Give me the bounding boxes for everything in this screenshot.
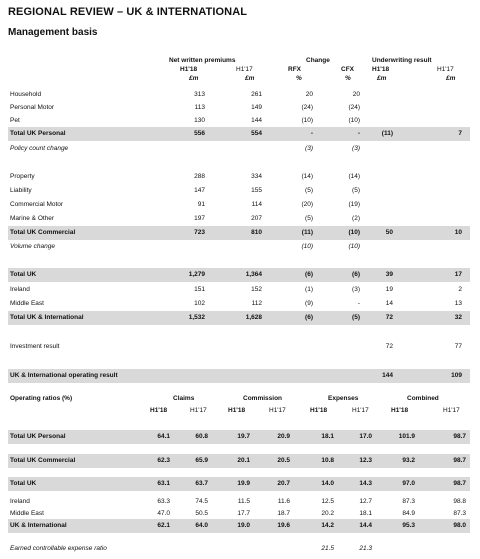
table-cell: (11) [301,229,313,236]
table-cell: 50 [385,229,393,236]
unit-label: % [296,75,302,82]
table-cell: 14 [385,300,393,307]
header-commission-h118: H1'18 [228,407,246,414]
row-label: Household [10,91,42,98]
header-claims: Claims [173,395,195,402]
table-cell: 60.8 [195,433,208,440]
table-cell: 63.7 [195,480,208,487]
table-cell: (24) [348,104,360,111]
row-label: Policy count change [10,145,69,152]
header-operating-ratios: Operating ratios (%) [10,395,73,402]
table-cell: 554 [251,130,262,137]
table-cell: (6) [352,271,360,278]
row-label: UK & International [10,522,67,529]
table-cell: 19.6 [277,522,290,529]
table-cell: (14) [301,173,313,180]
table-cell: 72 [385,343,393,350]
table-cell: 556 [194,130,205,137]
table-row [8,519,470,533]
header-combined-h117: H1'17 [443,407,460,414]
table-row [8,101,470,115]
table-row [8,454,470,468]
table-cell: (1) [305,286,313,293]
table-cell: (5) [352,314,360,321]
table-cell: (14) [348,173,360,180]
header-change: Change [306,57,330,64]
table-cell: 14.2 [321,522,334,529]
table-cell: 97.0 [402,480,415,487]
table-cell: 74.5 [195,498,208,505]
table-row [8,340,470,354]
unit-label: £m [377,75,387,82]
table-cell: 20.9 [277,433,290,440]
section-subtitle: Management basis [8,27,98,38]
table-cell: 1,628 [245,314,262,321]
table-cell: 93.2 [402,457,415,464]
table-cell: 32 [454,314,462,321]
table-cell: 98.7 [453,433,466,440]
table-row [8,369,470,383]
table-cell: 98.7 [453,457,466,464]
table-cell: (24) [301,104,313,111]
table-cell: 17 [454,271,462,278]
table-row [8,297,470,311]
table-cell: (10) [301,117,313,124]
table-row [8,430,470,444]
table-cell: 144 [382,372,393,379]
table-cell: (10) [301,243,313,250]
row-label: Liability [10,187,32,194]
table-cell: (2) [352,215,360,222]
table-row [8,170,470,184]
table-cell: 64.1 [157,433,170,440]
table-cell: (5) [305,215,313,222]
table-cell: 10 [454,229,462,236]
table-cell: 98.0 [453,522,466,529]
table-cell: 14.3 [359,480,372,487]
table-cell: - [310,130,313,137]
table-cell: 64.0 [195,522,208,529]
header-expenses-h117: H1'17 [352,407,369,414]
table-cell: 19.9 [237,480,250,487]
header-cfx: CFX [341,66,354,73]
row-label: Property [10,173,35,180]
table-cell: 288 [194,173,205,180]
table-cell: 95.3 [402,522,415,529]
table-cell: 19.7 [237,433,250,440]
header-uw-h117: H1'17 [437,66,454,73]
table-cell: 87.3 [402,498,415,505]
header-expenses: Expenses [328,395,359,402]
table-cell: 112 [251,300,262,307]
table-cell: 72 [385,314,393,321]
header-h117: H1'17 [236,66,253,73]
table-cell: 334 [251,173,262,180]
table-cell: (6) [305,314,313,321]
table-cell: 19 [385,286,393,293]
table-cell: 109 [451,372,462,379]
table-cell: (5) [305,187,313,194]
table-cell: 20.5 [277,457,290,464]
table-cell: 149 [251,104,262,111]
table-cell: 207 [251,215,262,222]
table-cell: 102 [194,300,205,307]
row-label: Ireland [10,498,30,505]
table-cell: 65.9 [195,457,208,464]
table-cell: 810 [251,229,262,236]
table-cell: 39 [385,271,393,278]
table-row [8,184,470,198]
row-label: Pet [10,117,20,124]
table-row [8,88,470,102]
table-cell: 18.1 [359,510,372,517]
table-cell: 261 [251,91,262,98]
table-cell: (10) [348,117,360,124]
table-cell: 14.0 [321,480,334,487]
unit-label: £m [189,75,199,82]
table-cell: 21.3 [359,545,372,552]
table-cell: 87.3 [453,510,466,517]
table-cell: 20 [305,91,313,98]
table-cell: (3) [352,145,360,152]
row-label: Total UK Personal [10,130,66,137]
table-cell: 313 [194,91,205,98]
header-commission: Commission [243,395,283,402]
table-cell: 17.0 [359,433,372,440]
row-label: UK & International operating result [10,372,118,379]
table-cell: 7 [458,130,462,137]
table-cell: 18.1 [321,433,334,440]
header-rfx: RFX [288,66,301,73]
table-cell: - [357,300,360,307]
table-cell: 1,279 [188,271,205,278]
table-cell: (10) [348,229,360,236]
table-cell: 10.8 [321,457,334,464]
table-cell: 14.4 [359,522,372,529]
table-cell: 155 [251,187,262,194]
table-cell: 98.7 [453,480,466,487]
table-row [8,127,470,141]
row-label: Investment result [10,343,60,350]
table-cell: 723 [194,229,205,236]
row-label: Middle East [10,510,44,517]
table-cell: (5) [352,187,360,194]
table-cell: (6) [305,271,313,278]
table-cell: 130 [194,117,205,124]
page-title: REGIONAL REVIEW – UK & INTERNATIONAL [8,6,248,18]
table-cell: 11.6 [277,498,290,505]
table-cell: 20 [352,91,360,98]
row-label: Volume change [10,243,55,250]
table-cell: 21.5 [321,545,334,552]
table-cell: 114 [251,201,262,208]
row-label: Personal Motor [10,104,55,111]
row-label: Total UK Commercial [10,457,76,464]
table-row [8,240,470,254]
row-label: Marine & Other [10,215,55,222]
table-cell: 13 [454,300,462,307]
table-cell: 1,532 [188,314,205,321]
table-cell: 62.1 [157,522,170,529]
header-underwriting-result: Underwriting result [372,57,432,64]
table-row [8,114,470,128]
table-cell: 101.9 [398,433,415,440]
table-cell: 18.7 [277,510,290,517]
table-cell: 62.3 [157,457,170,464]
header-combined-h118: H1'18 [391,407,409,414]
row-label: Total UK [10,480,37,487]
header-claims-h118: H1'18 [150,407,168,414]
header-claims-h117: H1'17 [190,407,207,414]
row-label: Total UK [10,271,37,278]
row-label: Total UK & International [10,314,84,321]
row-label: Middle East [10,300,44,307]
table-row [8,212,470,226]
row-label: Earned controllable expense ratio [10,545,107,552]
table-cell: 63.3 [157,498,170,505]
unit-label: £m [446,75,456,82]
table-cell: 17.7 [237,510,250,517]
table-row [8,142,470,156]
row-label: Ireland [10,286,30,293]
table-cell: (3) [305,145,313,152]
table-cell: 63.1 [157,480,170,487]
table-cell: 12.5 [321,498,334,505]
table-cell: 77 [454,343,462,350]
table-row [8,268,470,282]
table-row [8,542,470,556]
table-cell: 91 [197,201,205,208]
unit-label: £m [245,75,255,82]
table-row [8,311,470,325]
header-expenses-h118: H1'18 [310,407,328,414]
table-row [8,497,470,508]
header-combined: Combined [407,395,439,402]
table-cell: (20) [301,201,313,208]
table-cell: 151 [194,286,205,293]
table-cell: 144 [251,117,262,124]
table-cell: 20.1 [237,457,250,464]
row-label: Total UK Personal [10,433,66,440]
table-cell: 147 [194,187,205,194]
table-cell: 113 [194,104,205,111]
table-cell: - [357,130,360,137]
table-cell: 12.7 [359,498,372,505]
table-cell: 2 [458,286,462,293]
table-cell: (10) [348,243,360,250]
table-cell: 20.7 [277,480,290,487]
table-cell: 98.8 [453,498,466,505]
table-cell: 1,364 [245,271,262,278]
row-label: Commercial Motor [10,201,64,208]
table-cell: 20.2 [321,510,334,517]
row-label: Total UK Commercial [10,229,76,236]
table-cell: 47.0 [157,510,170,517]
table-cell: (3) [352,286,360,293]
table-cell: 11.5 [237,498,250,505]
header-net-written-premiums: Net written premiums [169,57,236,64]
header-h118: H1'18 [180,66,198,73]
table-cell: 84.9 [402,510,415,517]
table-cell: 152 [251,286,262,293]
table-row [8,283,470,297]
unit-label: % [345,75,351,82]
header-commission-h117: H1'17 [269,407,286,414]
table-row [8,226,470,240]
header-uw-h118: H1'18 [372,66,390,73]
table-cell: (9) [305,300,313,307]
table-cell: (19) [348,201,360,208]
table-row [8,198,470,212]
table-cell: (11) [381,130,393,137]
table-cell: 19.0 [237,522,250,529]
table-cell: 50.5 [195,510,208,517]
table-cell: 12.3 [359,457,372,464]
table-row [8,477,470,491]
table-cell: 197 [194,215,205,222]
